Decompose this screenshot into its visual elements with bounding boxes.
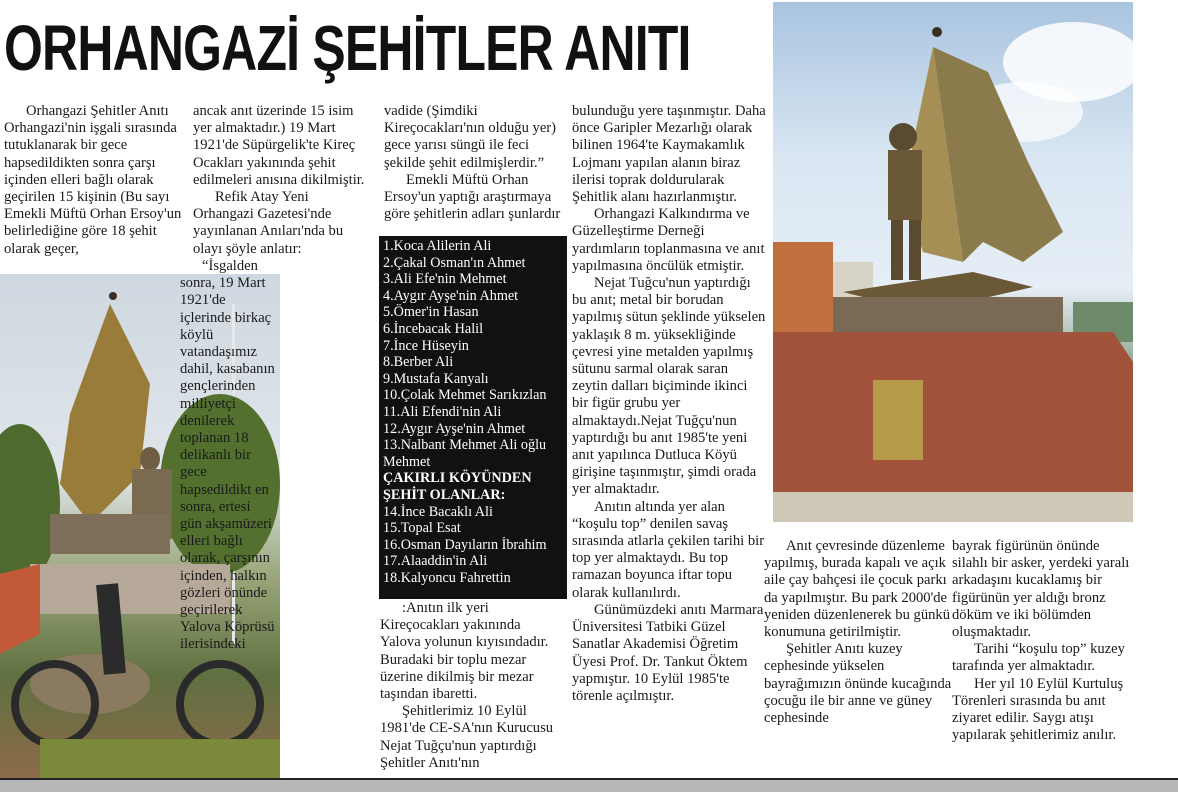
paragraph: vadide (Şimdiki Kireçocakları'nın olduğu yer) gece yarısı süngü ile feci şekilde şehit edilmişlerdir.” <box>384 103 557 171</box>
paragraph: ancak anıt üzerinde 15 isim yer almaktadır.) 19 Mart 1921'de Süpürgelik'te Kireç Ocakları yakınında şehit edilmeleri anısına dikilmiştir. <box>193 103 365 188</box>
paragraph: Anıtın altında yer alan “koşulu top” denilen savaş sırasında atlarla çekilen tarihi bir top yer almaktaydı. Bu top ramazan boyunca iftar topu olarak kullanılırdı. <box>572 498 765 601</box>
column-3 <box>384 103 564 223</box>
name-item: 12.Aygır Ayşe'nin Ahmet <box>383 420 526 437</box>
names-subheading: ÇAKIRLI KÖYÜNDEN ŞEHİT OLANLAR: <box>383 470 532 503</box>
column-1 <box>4 103 182 258</box>
bottom-rule <box>0 778 1178 792</box>
name-item: 1.Koca Alilerin Ali <box>383 238 492 254</box>
monument-photo-right <box>773 2 1133 522</box>
name-item: 15.Topal Esat <box>383 520 461 537</box>
column-6 <box>952 538 1136 744</box>
paragraph: Her yıl 10 Eylül Kurtuluş Törenleri sırasında bu anıt ziyaret edilir. Saygı atışı yapılarak şehitlerimiz anılır. <box>952 675 1124 744</box>
paragraph: :Anıtın ilk yeri Kireçocakları yakınında Yalova yolunun kıyısındadır. Buradaki bir toplu mezar üzerine dikilmiş bir mezar taşından ibaretti. <box>380 600 549 703</box>
paragraph: Emekli Müftü Orhan Ersoy'un yaptığı araştırmaya göre şehitlerin adları şunlardır <box>384 171 561 223</box>
paragraph: Refik Atay Yeni Orhangazi Gazetesi'nde yayınlanan Anıları'nda bu olayı şöyle anlatır: <box>193 189 344 257</box>
paragraph: Tarihi “koşulu top” kuzey tarafında yer almaktadır. <box>952 641 1125 675</box>
paragraph: Orhangazi Kalkındırma ve Güzelleştirme Derneği yardımların toplanmasına ve anıt yapılmasına öncülük etmiştir. <box>572 206 765 274</box>
name-item: 14.İnce Bacaklı Ali <box>383 503 493 520</box>
name-item: 5.Ömer'in Hasan <box>383 304 479 321</box>
name-item: 7.İnce Hüseyin <box>383 337 469 354</box>
column-4 <box>572 103 766 705</box>
paragraph: bayrak figürünün önünde silahlı bir asker, yerdeki yaralı arkadaşını kucaklamış bir figürünün yer aldığı bronz döküm ve iki bölümden oluşmaktadır. <box>952 538 1130 641</box>
paragraph: bulunduğu yere taşınmıştır. Daha önce Garipler Mezarlığı olarak bilinen 1964'te Kaymakamlık Lojmanı yapılan alanın biraz ilerisi toprak doldurularak Şehitlik alanı hazırlanmıştır. <box>572 103 766 206</box>
name-item: 9.Mustafa Kanyalı <box>383 370 489 387</box>
name-item: 2.Çakal Osman'ın Ahmet <box>383 254 526 271</box>
paragraph: Günümüzdeki anıtı Marmara Üniversitesi Tatbiki Güzel Sanatlar Akademisi Öğretim Üyesi Prof. Dr. Tankut Öktem yapmıştır. 10 Eylül 1985'te törenle açılmıştır. <box>572 601 764 704</box>
paragraph: Anıt çevresinde düzenleme yapılmış, burada kapalı ve açık aile çay bahçesi ile çocuk parkı da yapılmıştır. Bu park 2000'de yeniden düzenlenerek bu günkü konumuna getirilmiştir. <box>764 538 951 641</box>
headline: ORHANGAZİ ŞEHİTLER ANITI <box>4 12 691 84</box>
column-5 <box>764 538 954 727</box>
paragraph: Şehitler Anıtı kuzey cephesinde yükselen bayrağımızın önünde kucağında çocuğu ile bir anne ve güney cephesinde <box>764 641 952 727</box>
name-item: 8.Berber Ali <box>383 354 454 371</box>
paragraph: “İsgalden sonra, 19 Mart 1921'de içlerinde birkaç köylü vatandaşımız dahil, kasabanın gençlerinden milliyetçi denilerek toplanan 18 delikanlı bir gece hapsedildikt en sonra, ertesi gün akşamüzeri elleri bağlı olarak, çarşının içinden, halkın gözleri önünde geçirilerek Yalova Köprüsü ilerisindeki <box>180 258 275 653</box>
paragraph: Nejat Tuğcu'nun yaptırdığı bu anıt; metal bir borudan yapılmış sütun şeklinde yükselen yaklaşık 8 m. yüksekliğinde çevresi yine metalden yapılmış sütunu sarmal olarak saran zeytin dalları biçiminde ikinci bir figür grubu yer almaktaydı.Nejat Tuğçu'nun yaptırdığı bu anıt 1985'te yeni anıt yapılınca Dutluca Köyü girişine taşınmıştır, şimdi orada yer almaktadır. <box>572 275 766 498</box>
paragraph: Orhangazi Şehitler Anıtı Orhangazi'nin işgali sırasında tutuklanarak bir gece hapsedildikten sonra çarşı içinden elleri bağlı olarak geçirilen 15 kişinin (Bu sayı Emekli Müftü Orhan Ersoy'un belirlediğine göre 18 şehit olarak geçer, <box>4 103 182 257</box>
name-item: 17.Alaaddin'in Ali <box>383 553 488 570</box>
column-1-quote <box>180 258 276 654</box>
name-item: 11.Ali Efendi'nin Ali <box>383 403 502 420</box>
paragraph: Şehitlerimiz 10 Eylül 1981'de CE-SA'nın Kurucusu Nejat Tuğçu'nun yaptırdığı Şehitler Anıtı'nın <box>380 703 554 771</box>
name-item: 10.Çolak Mehmet Sarıkızlan <box>383 387 547 404</box>
name-item: 6.İncebacak Halil <box>383 320 484 337</box>
column-3-continued <box>380 600 564 772</box>
name-item: 18.Kalyoncu Fahrettin <box>383 569 511 586</box>
name-item: 3.Ali Efe'nin Mehmet <box>383 271 507 288</box>
name-item: 4.Aygır Ayşe'nin Ahmet <box>383 287 519 304</box>
monument-illustration-right <box>773 2 1133 522</box>
name-item: 13.Nalbant Mehmet Ali oğlu Mehmet <box>383 437 547 470</box>
name-item: 16.Osman Dayıların İbrahim <box>383 536 547 553</box>
column-2 <box>193 103 373 258</box>
martyr-names-box <box>379 236 567 599</box>
